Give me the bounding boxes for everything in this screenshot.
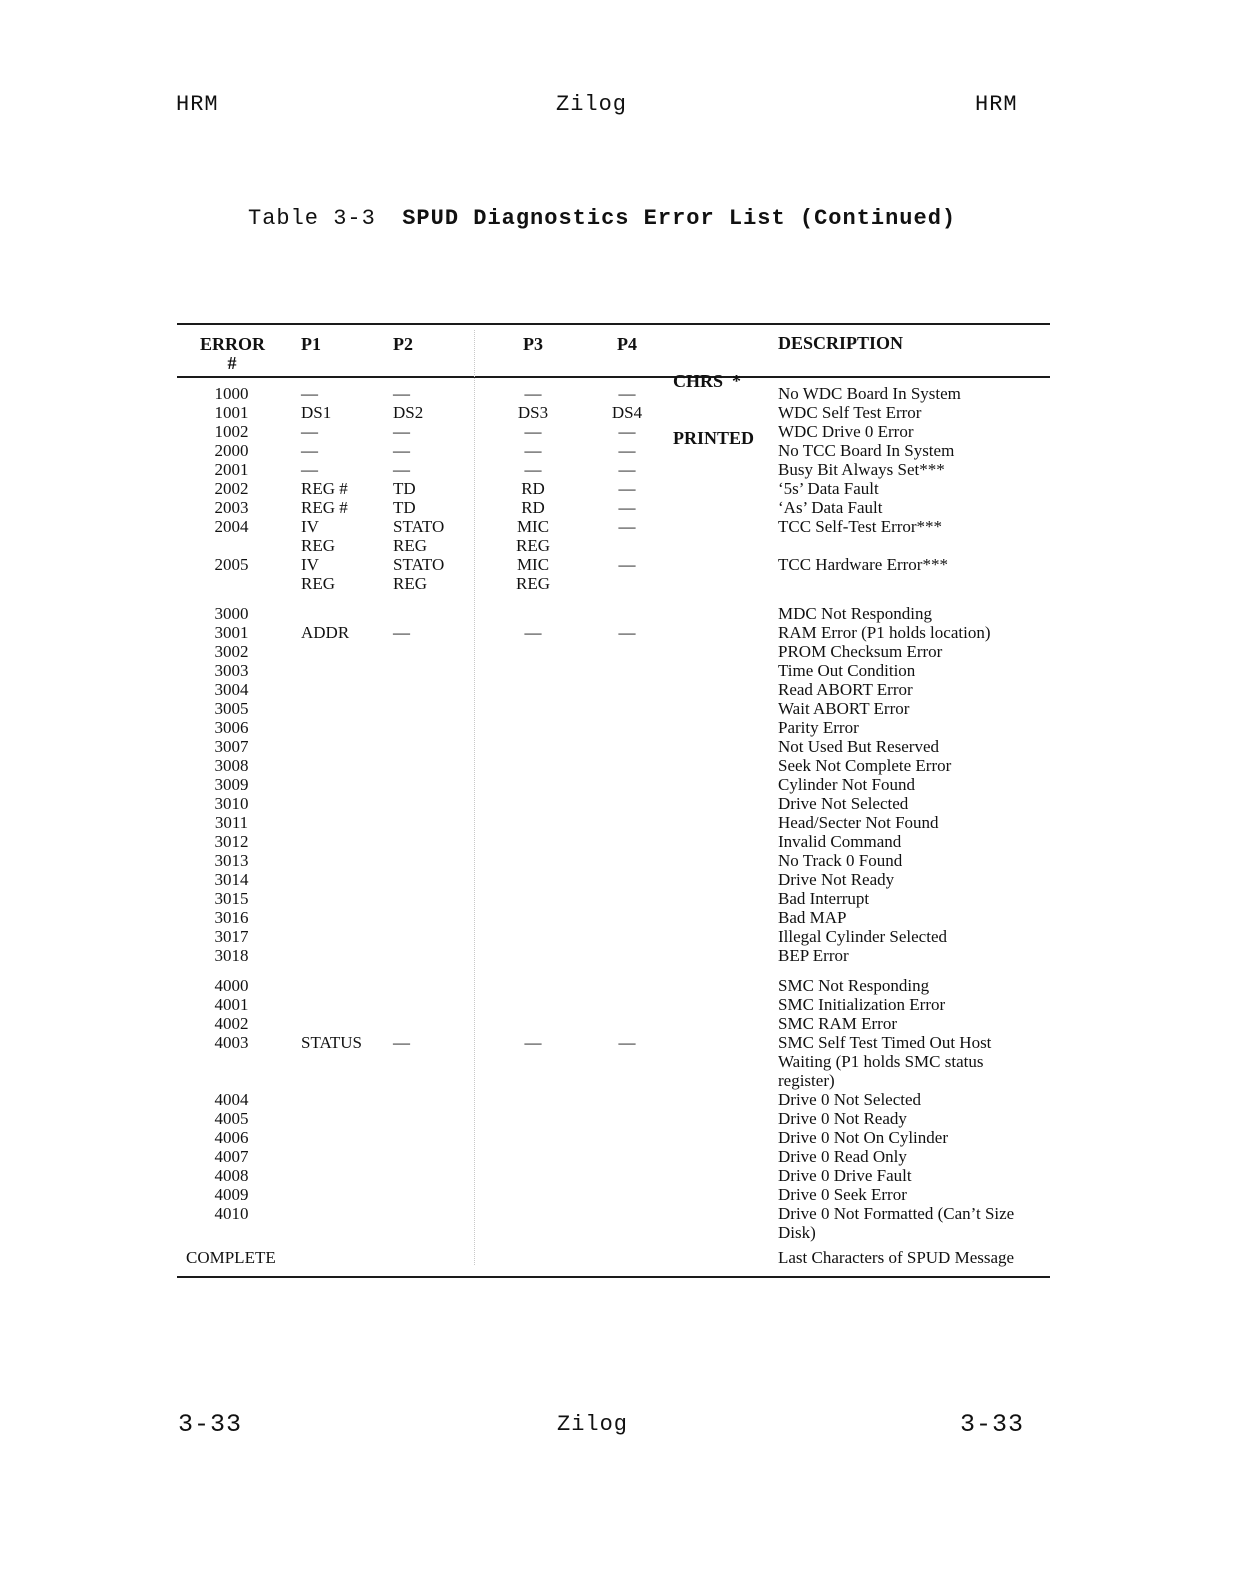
- table-caption: SPUD Diagnostics Error List (Continued): [402, 206, 957, 231]
- description: Disk): [778, 1223, 816, 1242]
- table-row: [0, 1204, 1236, 1223]
- table-row: [0, 498, 1236, 517]
- p2-value: —: [393, 1033, 410, 1052]
- p3-value: —: [524, 441, 542, 460]
- description: WDC Self Test Error: [778, 403, 922, 422]
- description: Cylinder Not Found: [778, 775, 915, 794]
- table-row: [0, 851, 1236, 870]
- table-row: [0, 1033, 1236, 1052]
- error-code: 3005: [214, 699, 249, 718]
- table-row: [0, 1128, 1236, 1147]
- column-header-chrs-line2: PRINTED: [673, 428, 755, 448]
- table-row: [0, 737, 1236, 756]
- error-code: 2003: [214, 498, 249, 517]
- p1-value: —: [301, 384, 318, 403]
- table-row: [0, 976, 1236, 995]
- column-header-p4: P4: [617, 334, 637, 354]
- table-row: [0, 536, 1236, 555]
- error-code: 3001: [214, 623, 249, 642]
- description: Seek Not Complete Error: [778, 756, 952, 775]
- table-top-rule: [177, 323, 1050, 325]
- p1-value: REG #: [301, 498, 348, 517]
- table-row: [0, 1052, 1236, 1071]
- complete-label: COMPLETE: [186, 1248, 276, 1267]
- p2-value: —: [393, 422, 410, 441]
- description: Drive 0 Seek Error: [778, 1185, 907, 1204]
- p2-value: STATO: [393, 555, 445, 574]
- p2-value: —: [393, 441, 410, 460]
- p4-value: —: [618, 555, 636, 574]
- p3-value: RD: [521, 479, 545, 498]
- table-row: [0, 1147, 1236, 1166]
- p2-value: —: [393, 384, 410, 403]
- table-row: [0, 384, 1236, 403]
- p2-value: REG: [393, 536, 427, 555]
- p4-value: —: [618, 517, 636, 536]
- table-row: [0, 775, 1236, 794]
- description: Time Out Condition: [778, 661, 916, 680]
- p4-value: —: [618, 441, 636, 460]
- error-code: 3006: [214, 718, 249, 737]
- description: Drive Not Selected: [778, 794, 909, 813]
- description: Wait ABORT Error: [778, 699, 910, 718]
- p4-value: —: [618, 460, 636, 479]
- p2-value: DS2: [393, 403, 424, 422]
- table-row: [0, 642, 1236, 661]
- p1-value: STATUS: [301, 1033, 362, 1052]
- description: Busy Bit Always Set***: [778, 460, 945, 479]
- footer-page-left: 3-33: [178, 1410, 243, 1439]
- p3-value: REG: [516, 536, 550, 555]
- error-code: 2005: [214, 555, 249, 574]
- table-row: [0, 1185, 1236, 1204]
- p3-value: MIC: [516, 517, 550, 536]
- table-row: [0, 870, 1236, 889]
- column-header-error: [200, 335, 264, 373]
- table-row: [0, 946, 1236, 965]
- error-code: 4010: [214, 1204, 249, 1223]
- p3-value: —: [524, 422, 542, 441]
- p1-value: DS1: [301, 403, 332, 422]
- description: No Track 0 Found: [778, 851, 903, 870]
- description: Parity Error: [778, 718, 859, 737]
- error-code: 3016: [214, 908, 249, 927]
- error-code: 4001: [214, 995, 249, 1014]
- description: Head/Secter Not Found: [778, 813, 939, 832]
- description: Drive 0 Read Only: [778, 1147, 907, 1166]
- p2-value: —: [393, 460, 410, 479]
- table-row: [0, 661, 1236, 680]
- error-code: 3015: [214, 889, 249, 908]
- p4-value: —: [618, 1033, 636, 1052]
- column-header-p3: P3: [523, 334, 543, 354]
- p3-value: —: [524, 1033, 542, 1052]
- description: Bad MAP: [778, 908, 847, 927]
- error-code: 4008: [214, 1166, 249, 1185]
- description: PROM Checksum Error: [778, 642, 943, 661]
- error-code: 1000: [214, 384, 249, 403]
- error-code: 3003: [214, 661, 249, 680]
- error-code: 3014: [214, 870, 249, 889]
- error-code: 4000: [214, 976, 249, 995]
- error-code: 4005: [214, 1109, 249, 1128]
- p2-value: TD: [393, 498, 416, 517]
- header-left: HRM: [176, 92, 219, 117]
- table-row: [0, 460, 1236, 479]
- table-row: [0, 479, 1236, 498]
- description: Drive 0 Not Selected: [778, 1090, 922, 1109]
- table-row: [0, 756, 1236, 775]
- description: Drive 0 Not Ready: [778, 1109, 907, 1128]
- table-row: [0, 604, 1236, 623]
- table-row: [0, 441, 1236, 460]
- table-row: [0, 1223, 1236, 1242]
- error-code: 4007: [214, 1147, 249, 1166]
- table-row: [0, 1014, 1236, 1033]
- table-row: [0, 908, 1236, 927]
- table-row: [0, 1071, 1236, 1090]
- p4-value: —: [618, 498, 636, 517]
- header-right: HRM: [975, 92, 1018, 117]
- error-code: 2004: [214, 517, 249, 536]
- table-row: [0, 813, 1236, 832]
- description: TCC Self-Test Error***: [778, 517, 943, 536]
- column-header-p1: P1: [301, 334, 321, 354]
- p3-value: REG: [516, 574, 550, 593]
- description: SMC Not Responding: [778, 976, 930, 995]
- p1-value: REG: [301, 536, 335, 555]
- p2-value: STATO: [393, 517, 445, 536]
- table-row: [0, 699, 1236, 718]
- column-header-error-line1: ERROR: [200, 334, 266, 354]
- error-code: 2001: [214, 460, 249, 479]
- p4-value: —: [618, 479, 636, 498]
- error-code: 3017: [214, 927, 249, 946]
- description: register): [778, 1071, 835, 1090]
- error-code: 4006: [214, 1128, 249, 1147]
- description: Drive Not Ready: [778, 870, 895, 889]
- p4-value: DS4: [611, 403, 643, 422]
- p1-value: —: [301, 422, 318, 441]
- error-code: 3007: [214, 737, 249, 756]
- description: SMC Initialization Error: [778, 995, 946, 1014]
- description: ‘5s’ Data Fault: [778, 479, 879, 498]
- p3-value: —: [524, 623, 542, 642]
- description: RAM Error (P1 holds location): [778, 623, 991, 642]
- error-code: 3004: [214, 680, 249, 699]
- error-code: 4002: [214, 1014, 249, 1033]
- description: Waiting (P1 holds SMC status: [778, 1052, 984, 1071]
- p3-value: —: [524, 384, 542, 403]
- column-header-p2: P2: [393, 334, 413, 354]
- table-row: [0, 517, 1236, 536]
- table-row-complete: [0, 1248, 1236, 1267]
- error-code: 3000: [214, 604, 249, 623]
- table-row: [0, 927, 1236, 946]
- description: BEP Error: [778, 946, 849, 965]
- p1-value: ADDR: [301, 623, 350, 642]
- p2-value: —: [393, 623, 410, 642]
- p3-value: DS3: [517, 403, 549, 422]
- error-code: 4004: [214, 1090, 249, 1109]
- table-row: [0, 1090, 1236, 1109]
- footer-center: Zilog: [557, 1412, 629, 1437]
- error-code: 3012: [214, 832, 249, 851]
- table-row: [0, 422, 1236, 441]
- description: Invalid Command: [778, 832, 902, 851]
- table-row: [0, 794, 1236, 813]
- p1-value: IV: [301, 555, 319, 574]
- p1-value: REG: [301, 574, 335, 593]
- table-row: [0, 1109, 1236, 1128]
- error-code: 4009: [214, 1185, 249, 1204]
- description: SMC RAM Error: [778, 1014, 898, 1033]
- description: No WDC Board In System: [778, 384, 961, 403]
- error-code: 3011: [214, 813, 249, 832]
- table-row: [0, 555, 1236, 574]
- table-row: [0, 680, 1236, 699]
- p3-value: —: [524, 460, 542, 479]
- table-bottom-rule: [177, 1276, 1050, 1278]
- error-code: 3008: [214, 756, 249, 775]
- error-code: 4003: [214, 1033, 249, 1052]
- table-title: [248, 206, 956, 231]
- description: No TCC Board In System: [778, 441, 955, 460]
- p4-value: —: [618, 623, 636, 642]
- table-row: [0, 832, 1236, 851]
- description: Drive 0 Drive Fault: [778, 1166, 912, 1185]
- description: MDC Not Responding: [778, 604, 932, 623]
- header-center: Zilog: [556, 92, 628, 117]
- p1-value: —: [301, 441, 318, 460]
- description: TCC Hardware Error***: [778, 555, 948, 574]
- complete-description: Last Characters of SPUD Message: [778, 1248, 1015, 1267]
- description: Not Used But Reserved: [778, 737, 940, 756]
- table-row: [0, 718, 1236, 737]
- error-code: 3002: [214, 642, 249, 661]
- description: Drive 0 Not On Cylinder: [778, 1128, 948, 1147]
- column-header-error-line2: #: [227, 353, 237, 373]
- table-row: [0, 1166, 1236, 1185]
- p3-value: RD: [521, 498, 545, 517]
- description: Illegal Cylinder Selected: [778, 927, 947, 946]
- error-code: 3009: [214, 775, 249, 794]
- p2-value: REG: [393, 574, 427, 593]
- table-header-rule: [177, 376, 1050, 378]
- column-header-description: DESCRIPTION: [778, 333, 904, 353]
- p1-value: REG #: [301, 479, 348, 498]
- error-code: 3010: [214, 794, 249, 813]
- error-code: 1001: [214, 403, 249, 422]
- p4-value: —: [618, 384, 636, 403]
- table-row: [0, 403, 1236, 422]
- table-row: [0, 574, 1236, 593]
- p2-value: TD: [393, 479, 416, 498]
- error-code: 1002: [214, 422, 249, 441]
- p3-value: MIC: [516, 555, 550, 574]
- column-header-chrs-line1: CHRS *: [673, 371, 742, 391]
- p1-value: IV: [301, 517, 319, 536]
- footer-page-right: 3-33: [960, 1410, 1025, 1439]
- p1-value: —: [301, 460, 318, 479]
- description: WDC Drive 0 Error: [778, 422, 914, 441]
- error-code: 2002: [214, 479, 249, 498]
- table-number: Table 3-3: [248, 206, 376, 231]
- description: SMC Self Test Timed Out Host: [778, 1033, 992, 1052]
- table-row: [0, 889, 1236, 908]
- error-code: 3018: [214, 946, 249, 965]
- description: ‘As’ Data Fault: [778, 498, 883, 517]
- description: Bad Interrupt: [778, 889, 870, 908]
- table-row: [0, 995, 1236, 1014]
- table-row: [0, 623, 1236, 642]
- p4-value: —: [618, 422, 636, 441]
- error-code: 3013: [214, 851, 249, 870]
- description: Drive 0 Not Formatted (Can’t Size: [778, 1204, 1015, 1223]
- description: Read ABORT Error: [778, 680, 913, 699]
- error-code: 2000: [214, 441, 249, 460]
